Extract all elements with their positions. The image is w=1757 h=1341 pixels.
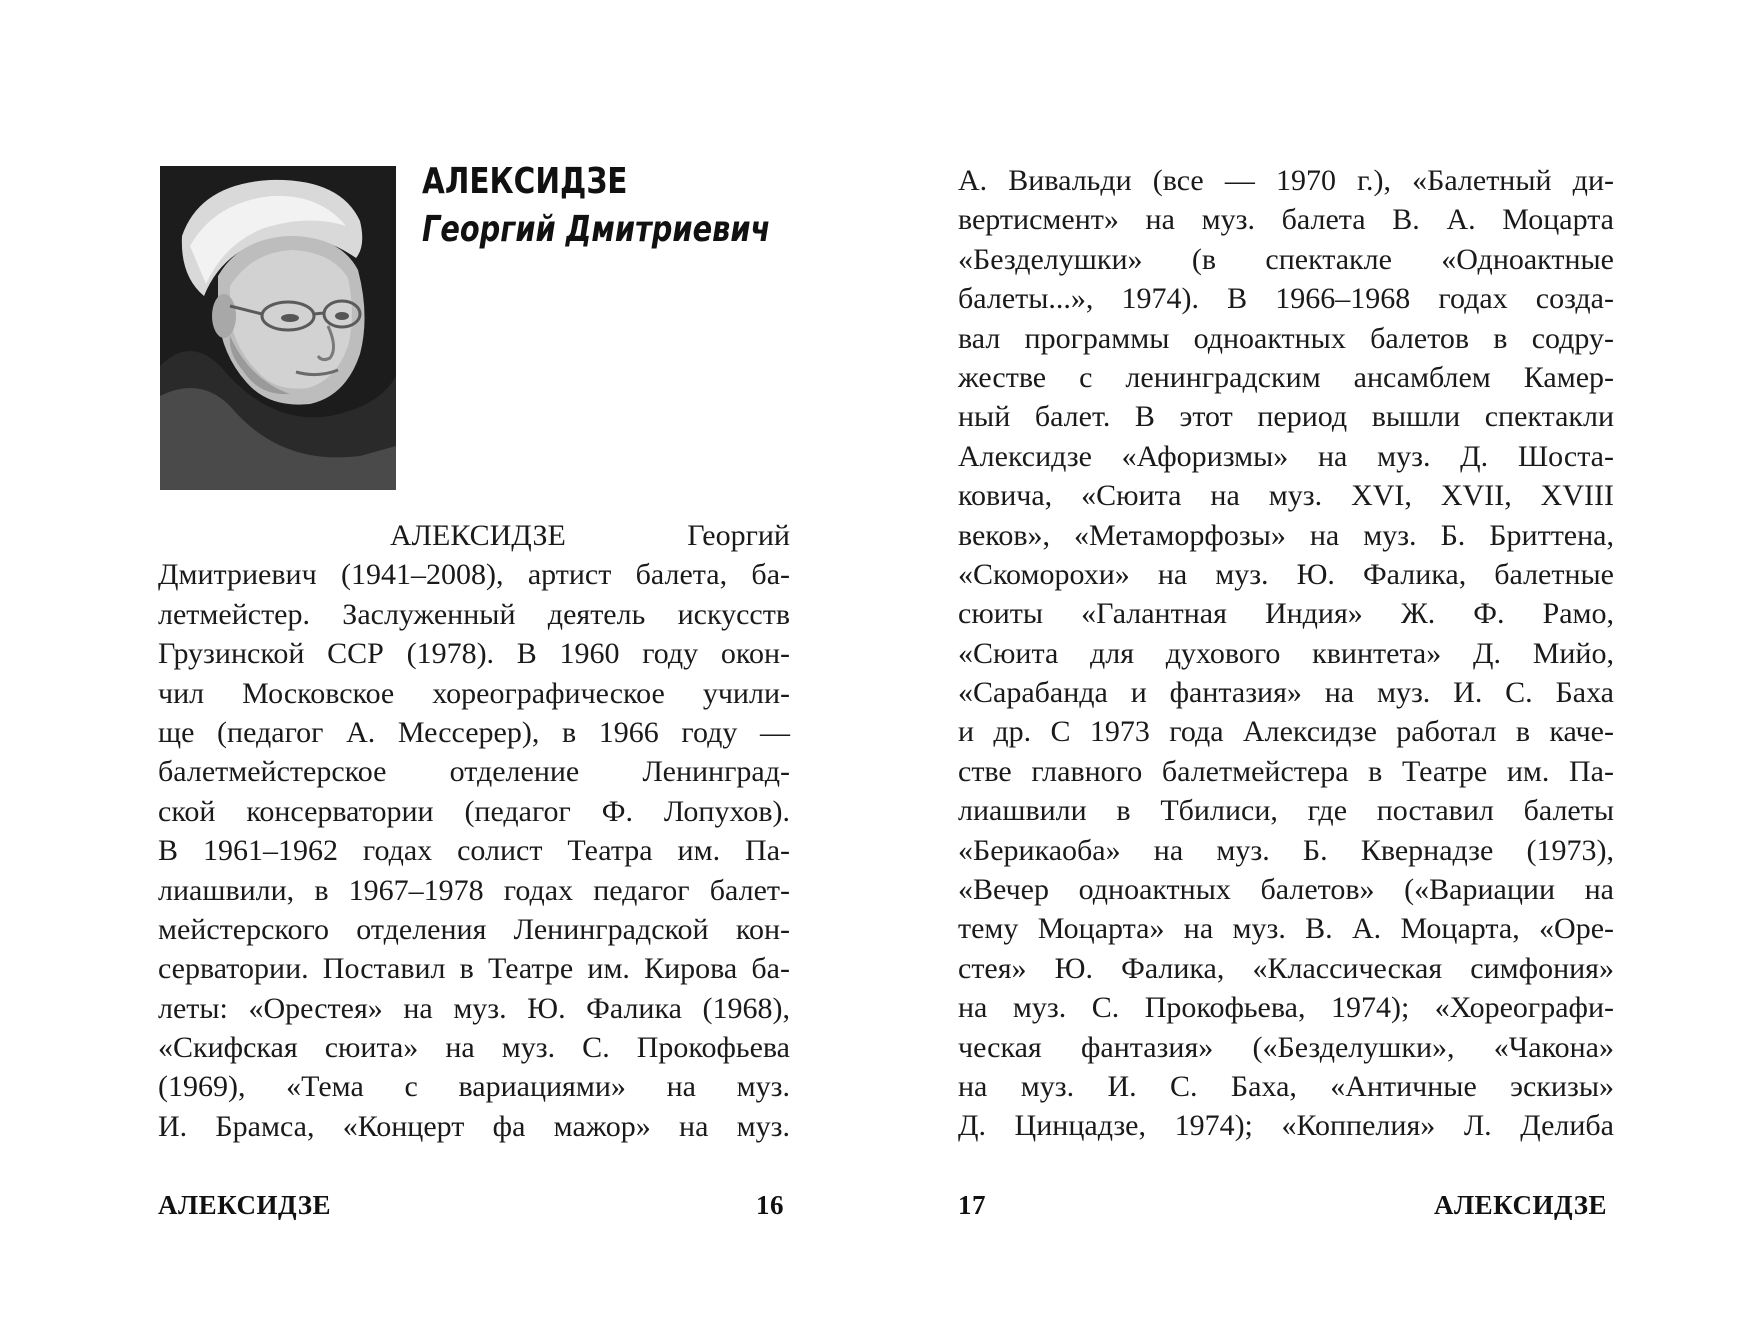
left-body-text <box>158 516 790 1146</box>
text-line: жестве с ленинградским ансамблем Камер- <box>958 360 1614 394</box>
text-line: АЛЕКСИДЗЕ Георгий <box>390 519 790 552</box>
right-page <box>878 0 1757 1341</box>
running-head-right: АЛЕКСИДЗЕ <box>1434 1190 1608 1220</box>
text-line: серватории. Поставил в Театре им. Кирова ба- <box>158 952 790 986</box>
text-line: ный балет. В этот период вышли спектакли <box>958 400 1614 434</box>
text-line: Дмитриевич (1941–2008), артист балета, ба- <box>158 558 790 592</box>
text-line: ще (педагог А. Мессерер), в 1966 году — <box>158 715 790 749</box>
text-line: лиашвили в Тбилиси, где поставил балеты <box>958 794 1614 828</box>
text-line: «Безделушки» (в спектакле «Одноактные <box>958 242 1614 276</box>
entry-heading <box>422 158 842 254</box>
text-line: мейстерского отделения Ленинградской кон- <box>158 912 790 946</box>
text-line: тему Моцарта» на муз. В. А. Моцарта, «Оре- <box>958 912 1614 946</box>
left-page <box>0 0 878 1341</box>
text-line: «Скифская сюита» на муз. С. Прокофьева <box>158 1031 790 1065</box>
text-line: И. Брамса, «Концерт фа мажор» на муз. <box>158 1109 790 1143</box>
text-line: лиашвили, в 1967–1978 годах педагог балет- <box>158 873 790 907</box>
text-line: на муз. И. С. Баха, «Античные эскизы» <box>958 1069 1614 1103</box>
text-line: (1969), «Тема с вариациями» на муз. <box>158 1070 790 1104</box>
text-line: «Сюита для духового квинтета» Д. Мийо, <box>958 636 1614 670</box>
text-line: леты: «Орестея» на муз. Ю. Фалика (1968), <box>158 991 790 1025</box>
text-line: чил Московское хореографическое учили- <box>158 676 790 710</box>
text-line: ческая фантазия» («Безделушки», «Чакона» <box>958 1030 1614 1064</box>
text-line: «Сарабанда и фантазия» на муз. И. С. Баха <box>958 676 1614 710</box>
page-number-left: 16 <box>756 1190 784 1220</box>
heading-given-names: Георгий Дмитриевич <box>422 209 771 250</box>
text-line: стея» Ю. Фалика, «Классическая симфония» <box>958 951 1614 985</box>
text-line: В 1961–1962 годах солист Театра им. Па- <box>158 834 790 868</box>
text-line: А. Вивальди (все — 1970 г.), «Балетный ди- <box>958 164 1614 197</box>
running-head-left: АЛЕКСИДЗЕ <box>158 1190 332 1220</box>
text-line: «Берикаоба» на муз. Б. Квернадзе (1973), <box>958 833 1614 867</box>
text-line: «Скоморохи» на муз. Ю. Фалика, балетные <box>958 557 1614 591</box>
heading-surname: АЛЕКСИДЗЕ <box>422 161 628 202</box>
text-line: сюиты «Галантная Индия» Ж. Ф. Рамо, <box>958 597 1614 631</box>
portrait-photo-icon <box>160 166 396 490</box>
text-line: ковича, «Сюита на муз. XVI, XVII, XVIII <box>958 479 1614 513</box>
text-line: «Вечер одноактных балетов» («Вариации на <box>958 873 1614 907</box>
text-line: стве главного балетмейстера в Театре им. Па- <box>958 754 1614 788</box>
page-number-right: 17 <box>958 1190 986 1220</box>
text-line: и др. С 1973 года Алексидзе работал в каче- <box>958 715 1614 749</box>
text-line: ской консерватории (педагог Ф. Лопухов). <box>158 794 790 828</box>
text-line: Д. Цинцадзе, 1974); «Коппелия» Л. Делиба <box>958 1109 1614 1143</box>
text-line: вал программы одноактных балетов в содру- <box>958 321 1614 355</box>
text-line: Грузинской ССР (1978). В 1960 году окон- <box>158 637 790 671</box>
text-line: балетмейстерское отделение Ленинград- <box>158 755 790 789</box>
right-body-text <box>958 161 1614 1146</box>
text-line: Алексидзе «Афоризмы» на муз. Д. Шоста- <box>958 439 1614 473</box>
text-line: летмейстер. Заслуженный деятель искусств <box>158 597 790 631</box>
text-line: на муз. С. Прокофьева, 1974); «Хореографи- <box>958 991 1614 1025</box>
text-line: вертисмент» на муз. балета В. А. Моцарта <box>958 203 1614 237</box>
text-line: веков», «Метаморфозы» на муз. Б. Бриттена, <box>958 518 1614 552</box>
text-line: балеты...», 1974). В 1966–1968 годах созда- <box>958 282 1614 316</box>
